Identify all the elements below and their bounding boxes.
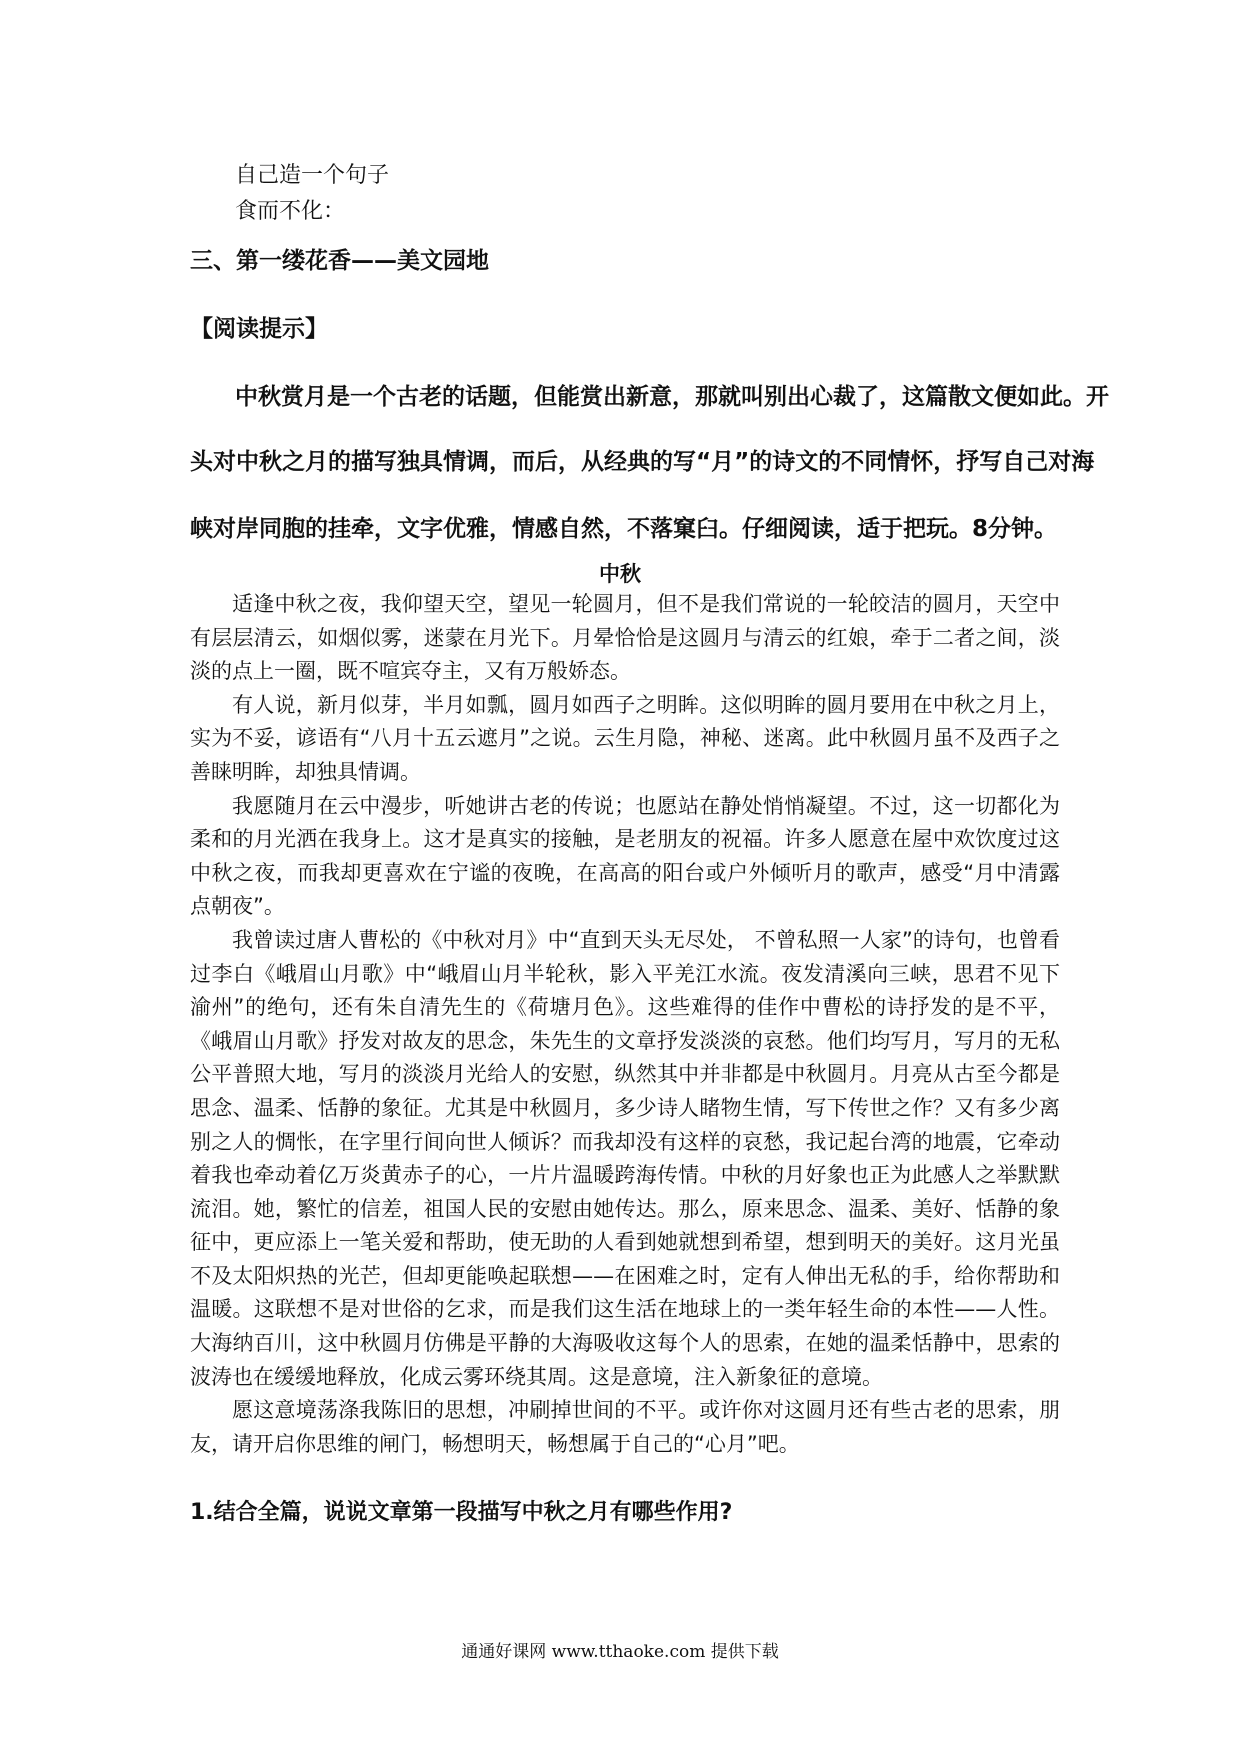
exercise-line: 自己造一个句子	[235, 163, 390, 188]
essay-paragraph: 适逢中秋之夜，我仰望天空，望见一轮圆月，但不是我们常说的一轮皎洁的圆月，天空中有层层清云，如烟似雾，迷蒙在月光下。月晕恰恰是这圆月与清云的红娘，牵于二者之间，淡淡的点上一圈，既不喧宾夺主，又有万般娇态。	[190, 592, 1060, 684]
essay-paragraph: 我愿随月在云中漫步，听她讲古老的传说；也愿站在静处悄悄凝望。不过，这一切都化为柔和的月光洒在我身上。这才是真实的接触，是老朋友的祝福。许多人愿意在屋中欢饮度过这中秋之夜，而我却更喜欢在宁谧的夜晚，在高高的阳台或户外倾听月的歌声，感受“月中清露点朝夜”。	[190, 793, 1060, 919]
reading-tip-line: 峡对岸同胞的挂牵，文字优雅，情感自然，不落窠臼。仔细阅读，适于把玩。8分钟。	[190, 516, 1058, 542]
section-heading: 三、第一缕花香——美文园地	[190, 248, 489, 274]
essay-body	[190, 588, 1060, 1461]
essay-paragraph: 有人说，新月似芽，半月如瓢，圆月如西子之明眸。这似明眸的圆月要用在中秋之月上，实为不妥，谚语有“八月十五云遮月”之说。云生月隐，神秘、迷离。此中秋圆月虽不及西子之善睐明眸，却独具情调。	[190, 692, 1060, 784]
reading-tip-heading: 【阅读提示】	[190, 316, 328, 342]
question: 1.结合全篇，说说文章第一段描写中秋之月有哪些作用?	[190, 1500, 733, 1525]
exercise-line: 食而不化：	[235, 199, 346, 224]
essay-title: 中秋	[599, 562, 641, 586]
reading-tip-line: 中秋赏月是一个古老的话题，但能赏出新意，那就叫别出心裁了，这篇散文便如此。开	[235, 384, 1109, 410]
essay-paragraph: 我曾读过唐人曹松的《中秋对月》中“直到天头无尽处， 不曾私照一人家”的诗句，也曾看过李白《峨眉山月歌》中“峨眉山月半轮秋，影入平羌江水流。夜发清溪向三峡，思君不见下渝州”的绝句，还有朱自清先生的《荷塘月色》。这些难得的佳作中曹松的诗抒发的是不平，《峨眉山月歌》抒发对故友的思念，朱先生的文章抒发淡淡的哀愁。他们均写月，写月的无私公平普照大地，写月的淡淡月光给人的安慰，纵然其中并非都是中秋圆月。月亮从古至今都是思念、温柔、恬静的象征。尤其是中秋圆月，多少诗人睹物生情，写下传世之作？又有多少离别之人的惆怅，在字里行间向世人倾诉？而我却没有这样的哀愁，我记起台湾的地震，它牵动着我也牵动着亿万炎黄赤子的心，一片片温暖跨海传情。中秋的月好象也正为此感人之举默默流泪。她，繁忙的信差，祖国人民的安慰由她传达。那么，原来思念、温柔、美好、恬静的象征中，更应添上一笔关爱和帮助，使无助的人看到她就想到希望，想到明天的美好。这月光虽不及太阳炽热的光芒，但却更能唤起联想——在困难之时，定有人伸出无私的手，给你帮助和温暖。这联想不是对世俗的乞求，而是我们这生活在地球上的一类年轻生命的本性——人性。大海纳百川，这中秋圆月仿佛是平静的大海吸收这每个人的思索，在她的温柔恬静中，思索的波涛也在缓缓地释放，化成云雾环绕其周。这是意境，注入新象征的意境。	[190, 927, 1060, 1389]
reading-tip-line: 头对中秋之月的描写独具情调，而后，从经典的写“月”的诗文的不同情怀，抒写自己对海	[190, 449, 1095, 475]
essay-paragraph: 愿这意境荡涤我陈旧的思想，冲刷掉世间的不平。或许你对这圆月还有些古老的思索，朋友，请开启你思维的闸门，畅想明天，畅想属于自己的“心月”吧。	[190, 1398, 1060, 1456]
page-footer: 通通好课网 www.tthaoke.com 提供下载	[461, 1642, 779, 1662]
